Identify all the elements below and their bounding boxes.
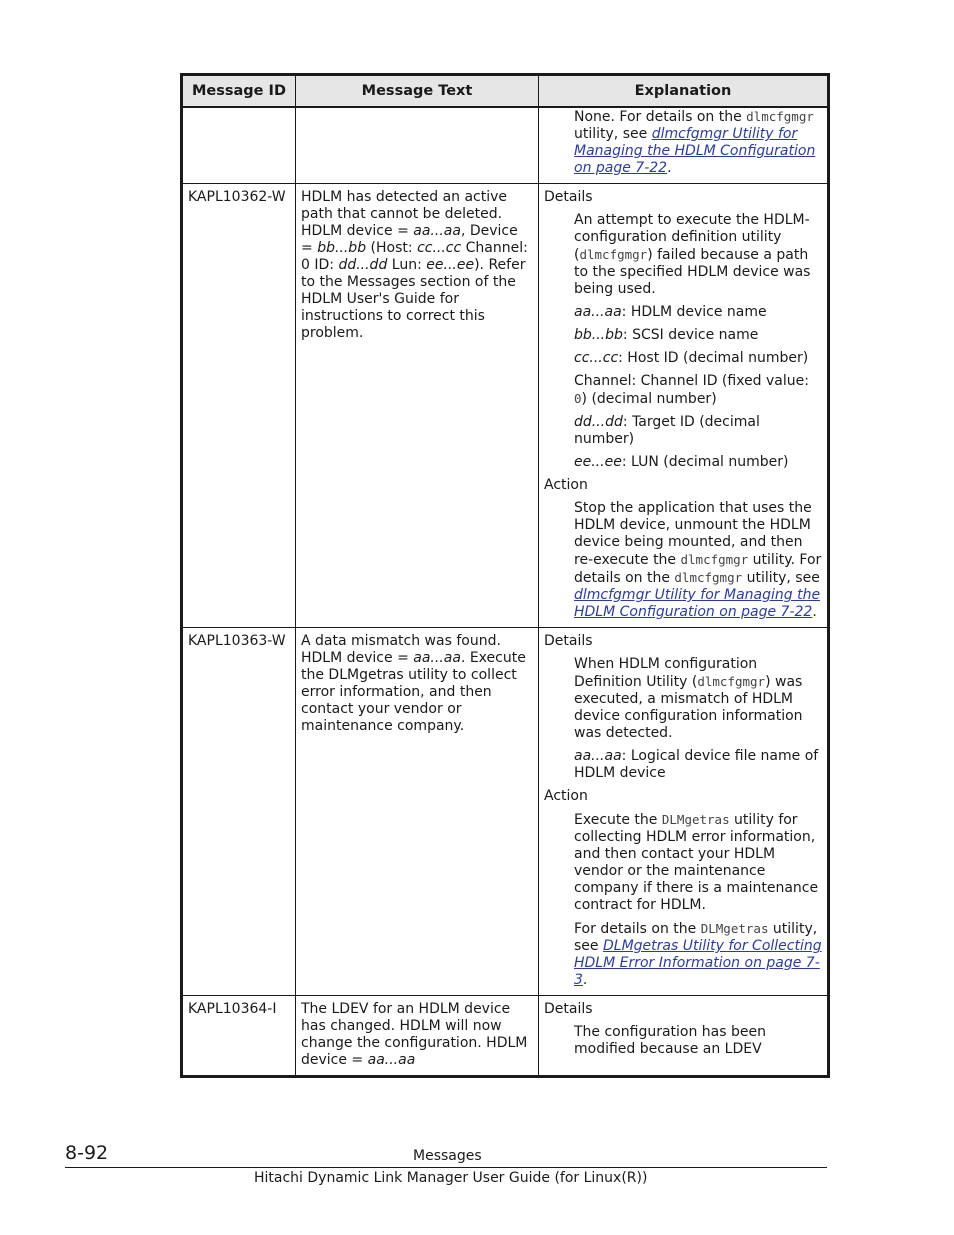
table-header-row — [182, 75, 829, 108]
message-id-cell: KAPL10362-W — [182, 184, 296, 628]
message-text: Lun: — [387, 257, 427, 273]
explanation-text: utility, see — [574, 126, 652, 142]
message-text-cell — [296, 107, 539, 184]
cross-reference-link[interactable]: DLMgetras Utility for Collecting HDLM Error Information on page 7-3 — [574, 938, 822, 988]
message-text: A data mismatch was found. HDLM device = — [301, 633, 501, 666]
section-title: Messages — [413, 1148, 482, 1164]
action-paragraph: Stop the application that uses the HDLM device, unmount the HDLM device being mounted, and then re-execute the dlmcfgmgr utility. For details on the dlmcfgmgr utility, see dlmcfgmgr Utility for Managing the HDLM Configuration on page 7-22. — [574, 500, 822, 620]
explanation-cell — [539, 184, 829, 628]
command-name: dlmcfgmgr — [680, 552, 749, 567]
parameter-item: dd...dd: Target ID (decimal number) — [574, 414, 760, 447]
cross-reference-link[interactable]: dlmcfgmgr Utility for Managing the HDLM Configuration on page 7-22 — [574, 126, 816, 176]
message-text-cell — [296, 628, 539, 996]
variable: aa...aa — [367, 1052, 416, 1068]
message-text-cell — [296, 996, 539, 1077]
detail-paragraph: An attempt to execute the HDLM-configuration definition utility (dlmcfgmgr) failed because a path to the specified HDLM device was being used. — [574, 212, 811, 297]
explanation-text: None. For details on the — [574, 109, 747, 125]
header-message-text: Message Text — [296, 75, 539, 108]
message-text: , Device = — [301, 223, 518, 256]
command-name: dlmcfgmgr — [746, 109, 814, 124]
message-text-cell — [296, 184, 539, 628]
message-text: . Execute the DLMgetras utility to collect error information, and then contact your vendor or maintenance company. — [301, 650, 526, 734]
detail-paragraph: When HDLM configuration Definition Utility (dlmcfgmgr) was executed, a mismatch of HDLM device configuration information was detected. — [574, 656, 803, 741]
variable: ee...ee — [426, 257, 475, 273]
explanation-text: . — [667, 160, 672, 176]
command-name: dlmcfgmgr — [674, 570, 743, 585]
message-id-cell — [182, 107, 296, 184]
explanation-cell — [539, 996, 829, 1077]
message-text: The LDEV for an HDLM device has changed. HDLM will now change the configuration. HDLM device = — [301, 1001, 528, 1068]
action-label: Action — [544, 788, 588, 804]
page-number: 8-92 — [65, 1142, 109, 1164]
guide-title: Hitachi Dynamic Link Manager User Guide (for Linux(R)) — [254, 1170, 648, 1186]
parameter-item: bb...bb: SCSI device name — [574, 327, 759, 343]
header-message-id: Message ID — [182, 75, 296, 108]
details-label: Details — [544, 189, 593, 205]
message-id-cell: KAPL10363-W — [182, 628, 296, 996]
command-name: dlmcfgmgr — [579, 247, 648, 262]
header-explanation: Explanation — [539, 75, 829, 108]
parameter-item: cc...cc: Host ID (decimal number) — [574, 350, 809, 366]
message-id-cell: KAPL10364-I — [182, 996, 296, 1077]
parameter-item: aa...aa: HDLM device name — [574, 304, 767, 320]
command-name: dlmcfgmgr — [697, 674, 766, 689]
table-row — [182, 996, 829, 1077]
details-label: Details — [544, 1001, 593, 1017]
explanation-cell — [539, 628, 829, 996]
action-paragraph: For details on the DLMgetras utility, see DLMgetras Utility for Collecting HDLM Error Information on page 7-3. — [574, 921, 822, 988]
parameter-item: Channel: Channel ID (fixed value: 0) (decimal number) — [574, 373, 809, 407]
parameter-item: ee...ee: LUN (decimal number) — [574, 454, 789, 470]
table-row — [182, 184, 829, 628]
action-paragraph: Execute the DLMgetras utility for collecting HDLM error information, and then contact your HDLM vendor or the maintenance company if there is a maintenance contract for HDLM. — [574, 812, 819, 913]
message-text: HDLM has detected an active path that cannot be deleted. HDLM device = — [301, 189, 508, 239]
action-label: Action — [544, 477, 588, 493]
parameter-item: aa...aa: Logical device file name of HDLM device — [574, 748, 819, 781]
table-row — [182, 628, 829, 996]
message-text: Channel: 0 ID: — [301, 240, 528, 273]
messages-table — [180, 73, 830, 1078]
message-text: ). Refer to the Messages section of the HDLM User's Guide for instructions to correct this problem. — [301, 257, 526, 341]
explanation-cell — [539, 107, 829, 184]
cross-reference-link[interactable]: dlmcfgmgr Utility for Managing the HDLM Configuration on page 7-22 — [574, 587, 821, 620]
command-name: DLMgetras — [700, 921, 769, 936]
details-label: Details — [544, 633, 593, 649]
variable: aa...aa — [413, 650, 461, 666]
footer-divider — [65, 1167, 827, 1168]
variable: cc...cc — [417, 240, 462, 256]
variable: dd...dd — [338, 257, 388, 273]
command-name: DLMgetras — [661, 812, 730, 827]
detail-paragraph: The configuration has been modified because an LDEV — [574, 1024, 766, 1057]
variable: aa...aa — [413, 223, 461, 239]
variable: bb...bb — [317, 240, 367, 256]
table-row — [182, 107, 829, 184]
message-text: (Host: — [366, 240, 418, 256]
